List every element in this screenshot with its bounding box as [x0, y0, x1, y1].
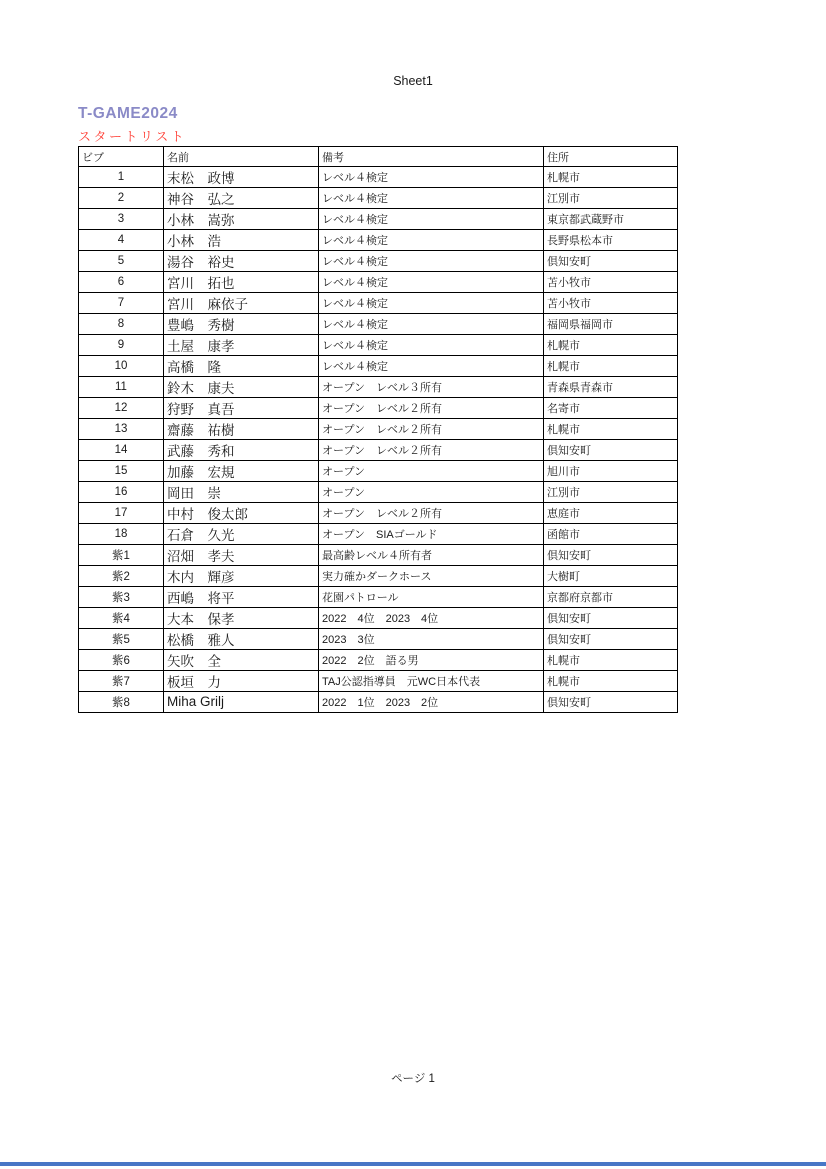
bib-cell: 6	[79, 272, 164, 293]
bib-cell: 紫5	[79, 629, 164, 650]
table-row	[79, 188, 678, 209]
bib-cell: 3	[79, 209, 164, 230]
name-cell: 豊嶋 秀樹	[164, 314, 319, 335]
address-cell: 札幌市	[544, 419, 678, 440]
table-row	[79, 461, 678, 482]
bib-cell: 1	[79, 167, 164, 188]
bib-cell: 紫1	[79, 545, 164, 566]
address-cell: 函館市	[544, 524, 678, 545]
notes-cell: オープン レベル２所有	[319, 419, 544, 440]
header-notes: 備考	[319, 147, 544, 167]
name-cell: 狩野 真吾	[164, 398, 319, 419]
notes-cell: レベル４検定	[319, 251, 544, 272]
header-name: 名前	[164, 147, 319, 167]
bib-cell: 12	[79, 398, 164, 419]
table-row	[79, 545, 678, 566]
address-cell: 倶知安町	[544, 692, 678, 713]
bib-cell: 13	[79, 419, 164, 440]
address-cell: 長野県松本市	[544, 230, 678, 251]
name-cell: 木内 輝彦	[164, 566, 319, 587]
name-cell: 中村 俊太郎	[164, 503, 319, 524]
table-row	[79, 566, 678, 587]
notes-cell: 2022 2位 語る男	[319, 650, 544, 671]
name-cell: 鈴木 康夫	[164, 377, 319, 398]
notes-cell: 2022 1位 2023 2位	[319, 692, 544, 713]
address-cell: 旭川市	[544, 461, 678, 482]
address-cell: 札幌市	[544, 671, 678, 692]
address-cell: 倶知安町	[544, 251, 678, 272]
start-list-subtitle: スタートリスト	[78, 129, 187, 144]
notes-cell: レベル４検定	[319, 230, 544, 251]
name-cell: 高橋 隆	[164, 356, 319, 377]
name-cell: Miha Grilj	[164, 692, 319, 713]
table-row	[79, 251, 678, 272]
notes-cell: レベル４検定	[319, 209, 544, 230]
bib-cell: 9	[79, 335, 164, 356]
notes-cell: オープン SIAゴールド	[319, 524, 544, 545]
bib-cell: 4	[79, 230, 164, 251]
address-cell: 東京都武蔵野市	[544, 209, 678, 230]
address-cell: 札幌市	[544, 356, 678, 377]
name-cell: 加藤 宏規	[164, 461, 319, 482]
start-list-table	[78, 146, 678, 713]
name-cell: 西嶋 将平	[164, 587, 319, 608]
table-row	[79, 293, 678, 314]
address-cell: 倶知安町	[544, 545, 678, 566]
notes-cell: レベル４検定	[319, 167, 544, 188]
notes-cell: 実力確かダークホース	[319, 566, 544, 587]
table-row	[79, 440, 678, 461]
bib-cell: 紫3	[79, 587, 164, 608]
table-row	[79, 419, 678, 440]
table-row	[79, 356, 678, 377]
table-row	[79, 167, 678, 188]
notes-cell: オープン	[319, 461, 544, 482]
address-cell: 倶知安町	[544, 440, 678, 461]
name-cell: 神谷 弘之	[164, 188, 319, 209]
notes-cell: レベル４検定	[319, 356, 544, 377]
event-title: T-GAME2024	[78, 105, 178, 122]
notes-cell: 2022 4位 2023 4位	[319, 608, 544, 629]
bottom-accent-bar	[0, 1162, 826, 1166]
notes-cell: オープン	[319, 482, 544, 503]
bib-cell: 8	[79, 314, 164, 335]
sheet-name-header: Sheet1	[393, 74, 433, 88]
notes-cell: オープン レベル３所有	[319, 377, 544, 398]
bib-cell: 紫6	[79, 650, 164, 671]
notes-cell: レベル４検定	[319, 272, 544, 293]
address-cell: 倶知安町	[544, 629, 678, 650]
name-cell: 湯谷 裕史	[164, 251, 319, 272]
bib-cell: 17	[79, 503, 164, 524]
header-address: 住所	[544, 147, 678, 167]
table-row	[79, 503, 678, 524]
table-header-row	[79, 147, 678, 167]
bib-cell: 2	[79, 188, 164, 209]
bib-cell: 10	[79, 356, 164, 377]
table-row	[79, 692, 678, 713]
table-row	[79, 587, 678, 608]
address-cell: 札幌市	[544, 335, 678, 356]
table-row	[79, 398, 678, 419]
name-cell: 土屋 康孝	[164, 335, 319, 356]
notes-cell: 花園パトロール	[319, 587, 544, 608]
table-row	[79, 230, 678, 251]
bib-cell: 16	[79, 482, 164, 503]
address-cell: 苫小牧市	[544, 293, 678, 314]
name-cell: 武藤 秀和	[164, 440, 319, 461]
notes-cell: レベル４検定	[319, 293, 544, 314]
address-cell: 福岡県福岡市	[544, 314, 678, 335]
bib-cell: 紫2	[79, 566, 164, 587]
table-row	[79, 608, 678, 629]
bib-cell: 7	[79, 293, 164, 314]
notes-cell: オープン レベル２所有	[319, 503, 544, 524]
notes-cell: レベル４検定	[319, 335, 544, 356]
address-cell: 大樹町	[544, 566, 678, 587]
notes-cell: レベル４検定	[319, 314, 544, 335]
bib-cell: 紫7	[79, 671, 164, 692]
notes-cell: TAJ公認指導員 元WC日本代表	[319, 671, 544, 692]
bib-cell: 紫8	[79, 692, 164, 713]
name-cell: 岡田 崇	[164, 482, 319, 503]
bib-cell: 5	[79, 251, 164, 272]
name-cell: 石倉 久光	[164, 524, 319, 545]
notes-cell: オープン レベル２所有	[319, 398, 544, 419]
table-row	[79, 272, 678, 293]
address-cell: 倶知安町	[544, 608, 678, 629]
bib-cell: 14	[79, 440, 164, 461]
table-row	[79, 377, 678, 398]
name-cell: 小林 浩	[164, 230, 319, 251]
start-list-body	[79, 167, 678, 713]
name-cell: 小林 嵩弥	[164, 209, 319, 230]
address-cell: 恵庭市	[544, 503, 678, 524]
page-number-footer: ページ 1	[391, 1073, 435, 1085]
table-row	[79, 314, 678, 335]
table-row	[79, 671, 678, 692]
notes-cell: 最高齢レベル４所有者	[319, 545, 544, 566]
header-bib: ビブ	[79, 147, 164, 167]
name-cell: 大本 保孝	[164, 608, 319, 629]
bib-cell: 11	[79, 377, 164, 398]
name-cell: 宮川 拓也	[164, 272, 319, 293]
notes-cell: 2023 3位	[319, 629, 544, 650]
table-row	[79, 629, 678, 650]
name-cell: 齋藤 祐樹	[164, 419, 319, 440]
address-cell: 江別市	[544, 188, 678, 209]
address-cell: 名寄市	[544, 398, 678, 419]
name-cell: 宮川 麻依子	[164, 293, 319, 314]
name-cell: 板垣 力	[164, 671, 319, 692]
table-row	[79, 650, 678, 671]
table-row	[79, 482, 678, 503]
name-cell: 末松 政博	[164, 167, 319, 188]
name-cell: 沼畑 孝夫	[164, 545, 319, 566]
notes-cell: レベル４検定	[319, 188, 544, 209]
address-cell: 札幌市	[544, 650, 678, 671]
address-cell: 苫小牧市	[544, 272, 678, 293]
name-cell: 矢吹 全	[164, 650, 319, 671]
table-row	[79, 209, 678, 230]
address-cell: 札幌市	[544, 167, 678, 188]
address-cell: 青森県青森市	[544, 377, 678, 398]
table-row	[79, 335, 678, 356]
table-row	[79, 524, 678, 545]
notes-cell: オープン レベル２所有	[319, 440, 544, 461]
bib-cell: 紫4	[79, 608, 164, 629]
bib-cell: 18	[79, 524, 164, 545]
name-cell: 松橋 雅人	[164, 629, 319, 650]
address-cell: 京都府京都市	[544, 587, 678, 608]
bib-cell: 15	[79, 461, 164, 482]
address-cell: 江別市	[544, 482, 678, 503]
